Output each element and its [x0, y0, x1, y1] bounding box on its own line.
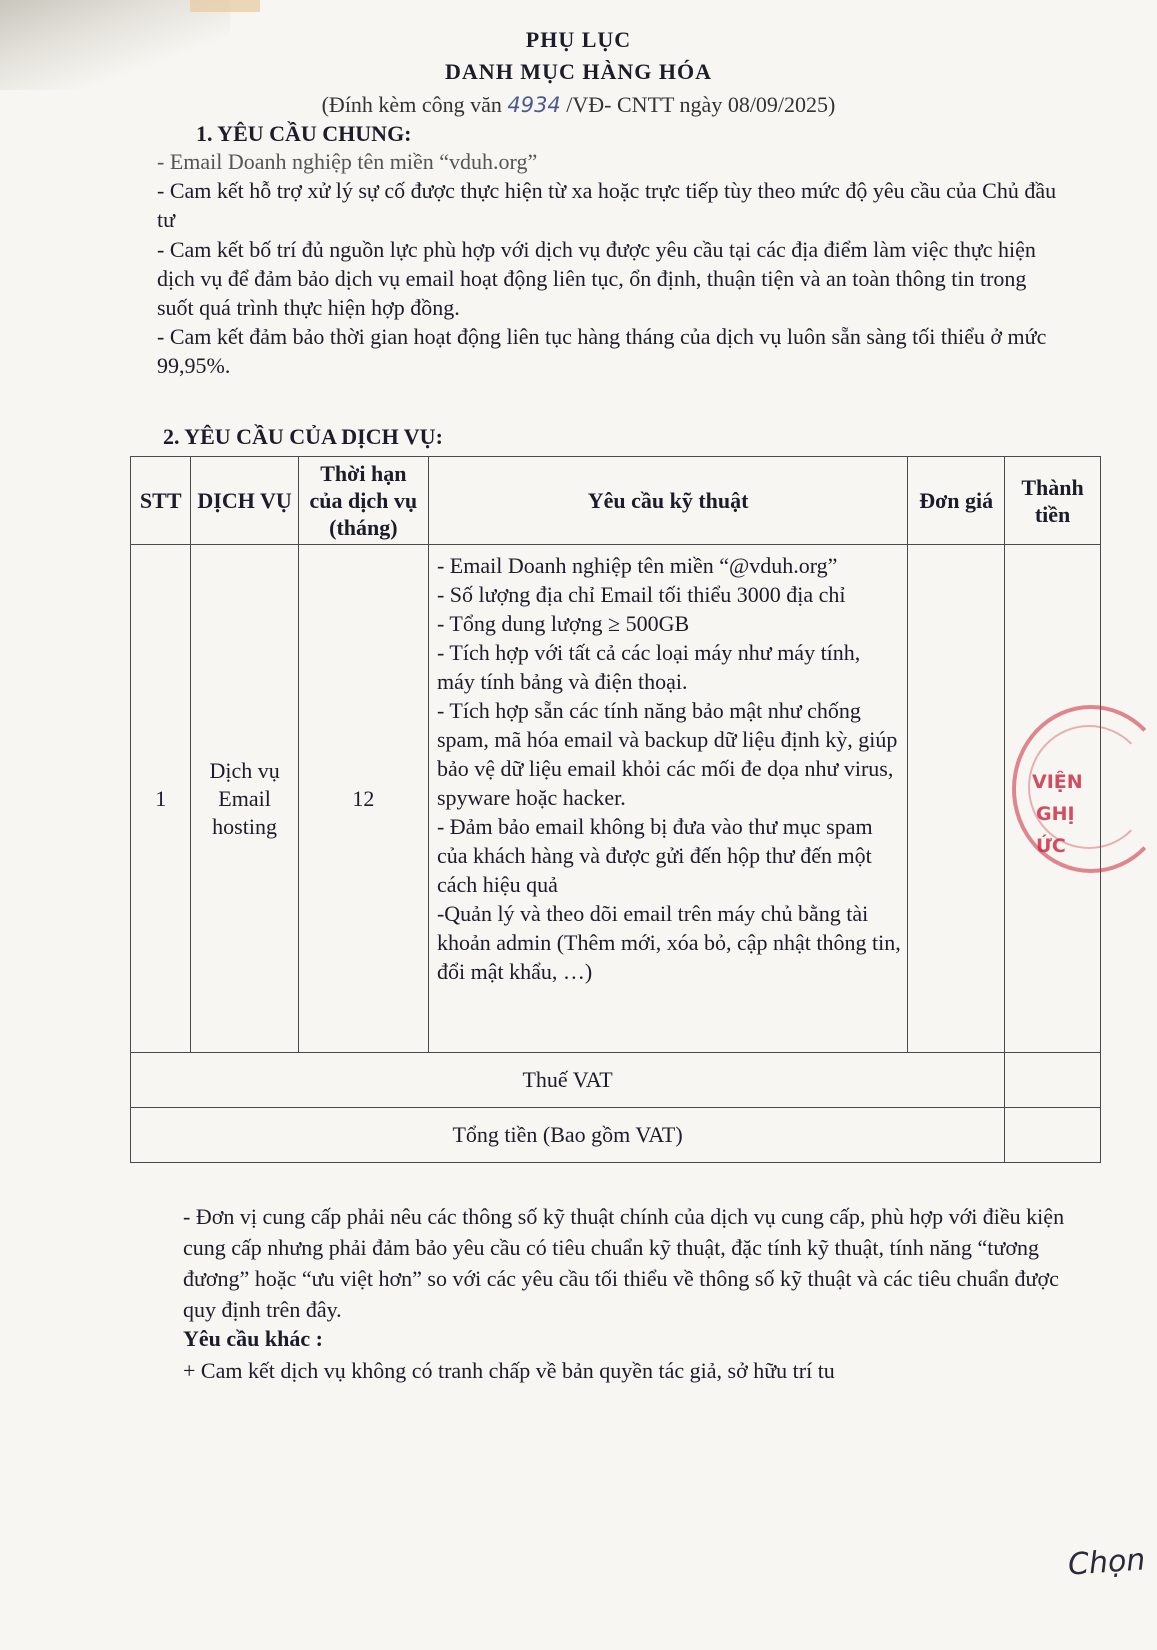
other-requirement-item: + Cam kết dịch vụ không có tranh chấp về bản quyền tác giả, sở hữu trí tu — [183, 1358, 835, 1383]
stamp-text-line: VIỆN — [1032, 771, 1083, 793]
row-duration: 12 — [298, 545, 428, 1053]
grand-total-value — [1005, 1108, 1101, 1163]
vat-row — [131, 1053, 1101, 1108]
header-unit-price: Đơn giá — [908, 457, 1005, 545]
row-service: Dịch vụ Email hosting — [191, 545, 298, 1053]
vat-label: Thuế VAT — [131, 1053, 1005, 1108]
grand-total-row — [131, 1108, 1101, 1163]
section2-heading: 2. YÊU CẦU CỦA DỊCH VỤ: — [163, 424, 443, 449]
section1-item: - Cam kết bố trí đủ nguồn lực phù hợp với dịch vụ được yêu cầu tại các địa điểm làm việc thực hiện dịch vụ để đảm bảo dịch vụ email hoạt động liên tục, ổn định, thuận tiện và an toàn thông tin trong suốt quá trình thực hiện hợp đồng. — [157, 237, 1036, 320]
handwritten-initials: Chọn — [1066, 1542, 1147, 1583]
requirement-item: - Email Doanh nghiệp tên miền “@vduh.org” — [436, 553, 838, 578]
section1-item: - Cam kết hỗ trợ xử lý sự cố được thực hiện từ xa hoặc trực tiếp tùy theo mức độ yêu cầu của Chủ đầu tư — [157, 178, 1057, 232]
header-service: DỊCH VỤ — [191, 457, 298, 545]
reference-prefix: (Đính kèm công văn — [321, 92, 508, 117]
row-stt: 1 — [131, 545, 191, 1053]
table-header-row — [131, 457, 1101, 545]
reference-suffix: /VĐ- CNTT ngày 08/09/2025) — [560, 92, 836, 117]
row-requirements — [428, 545, 907, 1053]
requirement-item: - Tích hợp sẵn các tính năng bảo mật như chống spam, mã hóa email và backup dữ liệu định kỳ, giúp bảo vệ dữ liệu email khỏi các mối đe dọa như virus, spyware hoặc hacker. — [436, 698, 898, 810]
requirement-item: - Tổng dung lượng ≥ 500GB — [436, 611, 690, 636]
header-stt: STT — [131, 457, 191, 545]
requirement-item: - Số lượng địa chỉ Email tối thiểu 3000 địa chỉ — [436, 582, 846, 607]
grand-total-label: Tổng tiền (Bao gồm VAT) — [131, 1108, 1005, 1163]
vat-value — [1005, 1053, 1101, 1108]
page-corner-streak — [190, 0, 260, 12]
header-requirements: Yêu cầu kỹ thuật — [428, 457, 907, 545]
service-table — [130, 456, 1101, 1163]
reference-number-handwritten: 4934 — [507, 93, 561, 117]
document-reference — [0, 92, 1157, 118]
requirement-item: - Đảm bảo email không bị đưa vào thư mục spam của khách hàng và được gửi đến hộp thư đến một cách hiệu quả — [436, 814, 873, 897]
requirement-item: -Quản lý và theo dõi email trên máy chủ bằng tài khoản admin (Thêm mới, xóa bỏ, cập nhật thông tin, đổi mật khẩu, …) — [436, 901, 901, 984]
row-unit-price — [908, 545, 1005, 1053]
other-requirements-heading: Yêu cầu khác : — [183, 1326, 323, 1351]
section1-item: - Cam kết đảm bảo thời gian hoạt động liên tục hàng tháng của dịch vụ luôn sẵn sàng tối thiểu ở mức 99,95%. — [157, 324, 1047, 378]
requirement-item: - Tích hợp với tất cả các loại máy như máy tính, máy tính bảng và điện thoại. — [436, 640, 861, 694]
document-title: PHỤ LỤC — [525, 27, 632, 52]
header-duration: Thời hạn của dịch vụ (tháng) — [298, 457, 428, 545]
table-row — [131, 545, 1101, 1053]
document-subtitle: DANH MỤC HÀNG HÓA — [445, 59, 712, 84]
section1-item: - Email Doanh nghiệp tên miền “vduh.org” — [157, 149, 538, 174]
stamp-text-line: GHỊ — [1036, 803, 1075, 825]
header-total: Thành tiền — [1005, 457, 1101, 545]
section1-heading: 1. YÊU CẦU CHUNG: — [196, 121, 412, 146]
supplier-note: - Đơn vị cung cấp phải nêu các thông số kỹ thuật chính của dịch vụ cung cấp, phù hợp với điều kiện cung cấp nhưng phải đảm bảo yêu cầu có tiêu chuẩn kỹ thuật, đặc tính kỹ thuật, tính năng “tương đương” hoặc “ưu việt hơn” so với các yêu cầu tối thiểu về thông số kỹ thuật và các tiêu chuẩn được quy định trên đây. — [183, 1204, 1065, 1322]
stamp-text-line: ỨC — [1036, 835, 1066, 857]
